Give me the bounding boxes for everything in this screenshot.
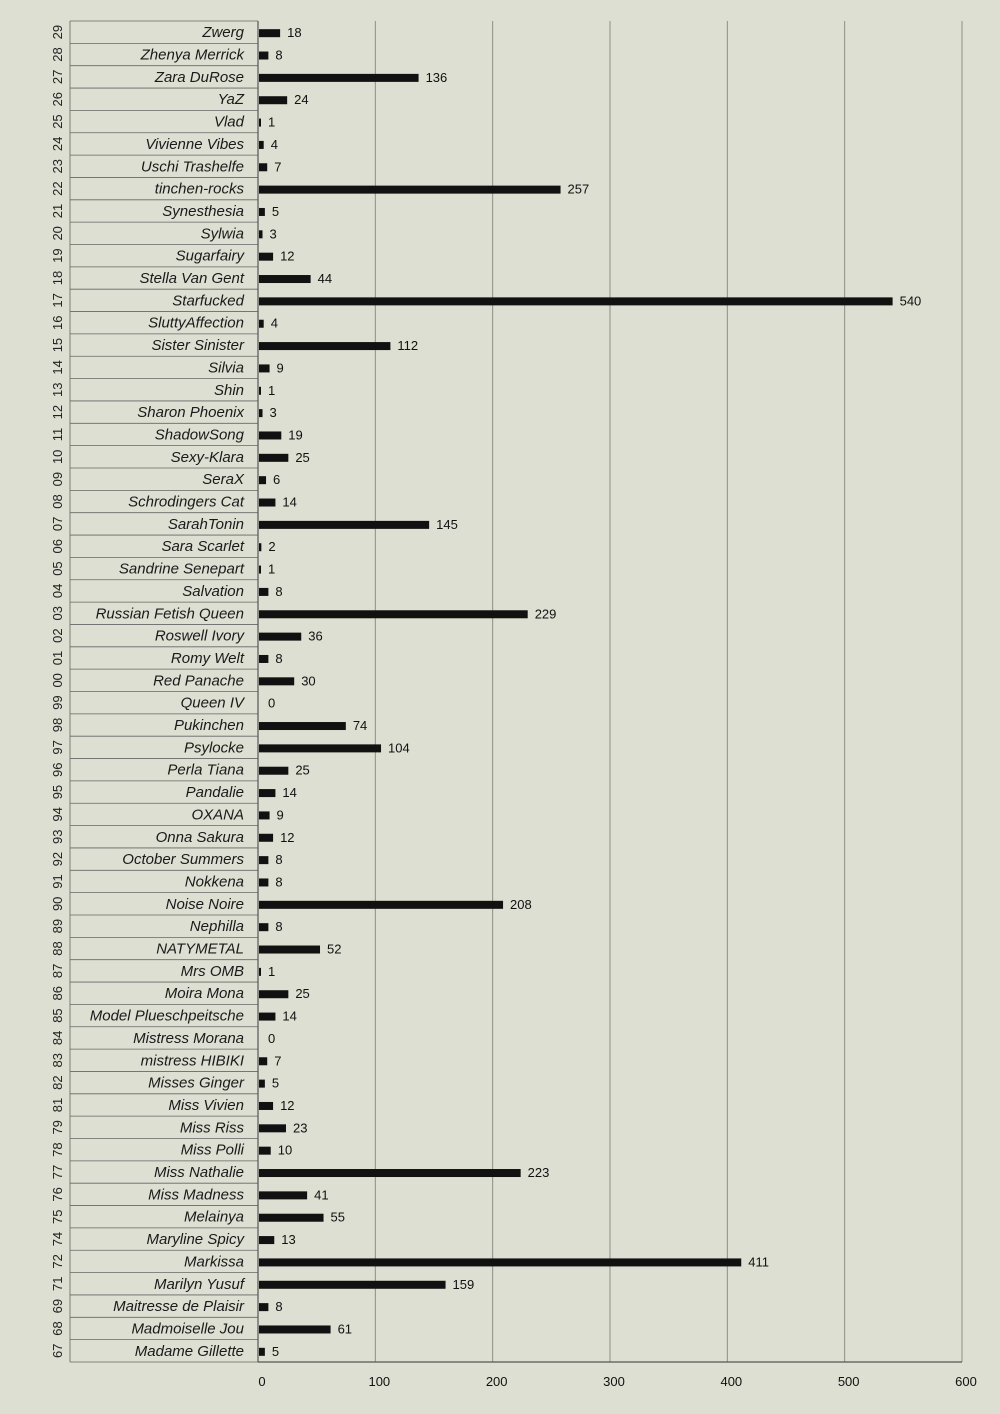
value-label: 159	[452, 1276, 475, 1292]
category-label: tinchen-rocks	[154, 180, 244, 198]
bar	[259, 834, 273, 842]
value-label: 25	[295, 449, 310, 465]
value-label: 1	[268, 963, 276, 979]
row-number: 01	[50, 650, 65, 666]
category-label: Markissa	[183, 1253, 244, 1271]
category-label: Zwerg	[202, 24, 244, 42]
row-number: 12	[50, 404, 65, 420]
bar	[259, 878, 268, 886]
category-label: Zara DuRose	[154, 68, 244, 86]
row-number: 77	[50, 1164, 65, 1180]
row-number: 68	[50, 1321, 65, 1336]
value-label: 8	[275, 852, 283, 868]
bar	[259, 990, 288, 998]
row-number: 14	[50, 360, 65, 375]
row-number: 90	[50, 896, 65, 912]
row-number: 88	[50, 941, 65, 956]
value-label: 4	[270, 315, 278, 331]
bar	[259, 119, 261, 127]
value-label: 5	[271, 203, 280, 219]
category-label: Silvia	[208, 359, 244, 377]
value-label: 14	[282, 1008, 297, 1024]
value-label: 136	[425, 69, 448, 85]
bar	[259, 655, 268, 663]
category-label: Sexy-Klara	[170, 448, 244, 466]
category-label: Maitresse de Plaisir	[113, 1298, 244, 1316]
value-label: 229	[534, 606, 557, 622]
value-label: 12	[280, 1097, 295, 1113]
bar	[259, 1124, 286, 1132]
value-label: 8	[275, 1299, 283, 1315]
value-label: 411	[748, 1254, 769, 1270]
category-label: Maryline Spicy	[146, 1231, 244, 1249]
category-label: Russian Fetish Queen	[95, 605, 244, 623]
bar	[259, 722, 346, 730]
value-label: 18	[287, 25, 302, 41]
bar	[259, 364, 270, 372]
bar	[259, 1348, 265, 1356]
category-label: Perla Tiana	[167, 761, 244, 779]
value-label: 9	[276, 360, 284, 376]
bar	[259, 1057, 267, 1065]
value-label: 61	[337, 1321, 353, 1337]
row-number: 98	[50, 717, 65, 733]
category-label: Nokkena	[184, 873, 244, 891]
value-label: 36	[308, 628, 323, 644]
bar	[259, 141, 264, 149]
row-number: 74	[50, 1231, 65, 1247]
bar	[259, 96, 287, 104]
value-label: 3	[269, 226, 277, 242]
value-labels	[268, 25, 921, 1359]
row-number: 91	[50, 874, 65, 889]
value-label: 24	[294, 92, 309, 108]
category-label: Sharon Phoenix	[137, 404, 244, 422]
row-number: 87	[50, 963, 65, 979]
category-labels	[90, 24, 246, 1360]
category-label: Madmoiselle Jou	[131, 1320, 244, 1338]
row-number: 15	[50, 337, 65, 353]
category-label: Onna Sakura	[155, 828, 244, 846]
value-label: 8	[275, 874, 283, 890]
row-number: 81	[50, 1097, 65, 1113]
row-number: 03	[50, 606, 65, 621]
row-number: 00	[50, 673, 65, 688]
category-label: Stella Van Gent	[139, 270, 244, 288]
value-label: 8	[275, 583, 283, 599]
value-label: 7	[274, 159, 282, 175]
bar	[259, 275, 311, 283]
value-label: 104	[388, 740, 410, 756]
row-number: 79	[50, 1120, 65, 1135]
category-label: Moira Mona	[164, 985, 244, 1003]
bar	[259, 767, 288, 775]
category-label: Sister Sinister	[151, 337, 244, 355]
value-label: 55	[330, 1209, 346, 1225]
category-label: mistress HIBIKI	[140, 1052, 244, 1070]
bar	[259, 253, 273, 261]
category-label: Uschi Trashelfe	[140, 158, 244, 176]
value-label: 13	[281, 1232, 296, 1248]
row-number: 89	[50, 918, 65, 934]
value-label: 7	[274, 1053, 282, 1069]
row-number: 16	[50, 315, 65, 330]
category-label: Zhenya Merrick	[140, 46, 244, 64]
value-label: 52	[327, 941, 342, 957]
value-label: 12	[280, 829, 295, 845]
row-number: 21	[50, 203, 65, 219]
category-label: Miss Riss	[179, 1119, 244, 1137]
row-number: 23	[50, 159, 65, 174]
category-label: Synesthesia	[162, 202, 244, 220]
bar	[259, 499, 275, 507]
grid-lines	[70, 21, 962, 1362]
x-tick-label: 500	[837, 1374, 860, 1389]
row-number: 06	[50, 538, 65, 554]
x-tick-label: 400	[720, 1374, 743, 1389]
x-tick-label: 200	[485, 1374, 508, 1389]
category-label: YaZ	[217, 91, 244, 109]
bar	[259, 633, 301, 641]
category-label: Noise Noire	[165, 895, 244, 913]
bar	[259, 409, 263, 417]
value-label: 14	[282, 785, 297, 801]
bar	[259, 163, 267, 171]
value-label: 41	[314, 1187, 329, 1203]
x-axis-ticks	[258, 1374, 976, 1389]
row-number: 05	[50, 561, 65, 576]
bar	[259, 856, 268, 864]
row-number: 93	[50, 829, 65, 845]
value-label: 0	[268, 1030, 276, 1046]
row-number: 85	[50, 1008, 65, 1023]
category-label: Miss Nathalie	[153, 1164, 244, 1182]
value-label: 9	[276, 807, 284, 823]
bar	[259, 186, 561, 194]
category-label: Nephilla	[189, 918, 244, 936]
category-label: Pukinchen	[173, 717, 244, 735]
category-label: SarahTonin	[167, 515, 244, 533]
category-label: Mrs OMB	[180, 962, 244, 980]
bar	[259, 566, 261, 574]
bar	[259, 588, 268, 596]
bar	[259, 1258, 741, 1266]
bar	[259, 74, 419, 82]
category-label: Schrodingers Cat	[128, 493, 244, 511]
category-label: Sugarfairy	[175, 247, 244, 265]
bar	[259, 1147, 271, 1155]
bar	[259, 543, 261, 551]
bar	[259, 431, 281, 439]
bar	[259, 1325, 331, 1333]
category-label: Model Plueschpeitsche	[89, 1007, 244, 1025]
category-label: Miss Polli	[180, 1141, 244, 1159]
value-label: 112	[397, 338, 419, 354]
category-label: Shin	[213, 381, 244, 399]
value-label: 44	[317, 271, 333, 287]
value-label: 145	[436, 516, 458, 532]
row-number: 20	[50, 226, 65, 241]
category-label: Psylocke	[183, 739, 244, 757]
row-number: 76	[50, 1187, 65, 1202]
value-label: 1	[268, 114, 276, 130]
bar	[259, 901, 503, 909]
bar	[259, 297, 893, 305]
bar	[259, 610, 528, 618]
bar	[259, 320, 264, 328]
bar	[259, 1214, 324, 1222]
value-label: 1	[268, 561, 276, 577]
bar	[259, 968, 261, 976]
category-label: Miss Madness	[148, 1186, 244, 1204]
category-label: Starfucked	[172, 292, 244, 310]
category-label: Sylwia	[200, 225, 244, 243]
x-tick-label: 0	[258, 1374, 266, 1389]
value-label: 8	[275, 919, 283, 935]
bar	[259, 521, 429, 529]
row-number: 25	[50, 114, 65, 129]
value-label: 4	[270, 136, 278, 152]
value-label: 208	[510, 896, 532, 912]
bar	[259, 1191, 307, 1199]
value-label: 5	[271, 1343, 280, 1359]
value-label: 14	[282, 494, 297, 510]
row-number: 83	[50, 1053, 65, 1068]
value-label: 257	[567, 181, 590, 197]
row-number: 19	[50, 248, 65, 263]
value-label: 0	[268, 695, 276, 711]
row-number: 99	[50, 695, 65, 710]
value-label: 8	[275, 650, 283, 666]
row-number: 09	[50, 471, 65, 487]
value-label: 540	[899, 293, 922, 309]
row-number: 17	[50, 293, 65, 308]
value-label: 23	[292, 1120, 308, 1136]
bar	[259, 1080, 265, 1088]
row-number: 27	[50, 69, 65, 85]
row-number: 26	[50, 91, 65, 107]
category-label: Pandalie	[185, 784, 244, 802]
row-number: 78	[50, 1142, 65, 1157]
x-tick-label: 300	[603, 1374, 625, 1389]
value-label: 19	[288, 427, 303, 443]
row-number: 84	[50, 1030, 65, 1046]
category-label: Marilyn Yusuf	[153, 1275, 244, 1293]
value-label: 5	[271, 1075, 280, 1091]
category-label: Queen IV	[180, 694, 244, 712]
value-label: 12	[280, 248, 295, 264]
row-number: 96	[50, 762, 65, 777]
row-number: 13	[50, 382, 65, 398]
row-number: 29	[50, 24, 65, 40]
category-label: ShadowSong	[154, 426, 244, 444]
row-number: 82	[50, 1075, 65, 1090]
category-label: Roswell Ivory	[154, 627, 244, 645]
row-number: 75	[50, 1209, 65, 1224]
value-label: 10	[277, 1142, 293, 1158]
row-number: 69	[50, 1298, 65, 1314]
category-label: Vlad	[213, 113, 244, 131]
row-number: 95	[50, 784, 65, 800]
bar	[259, 1303, 268, 1311]
category-label: OXANA	[191, 806, 244, 824]
x-tick-label: 600	[955, 1374, 977, 1389]
x-tick-label: 100	[368, 1374, 391, 1389]
category-label: Melainya	[183, 1208, 244, 1226]
bar	[259, 1236, 274, 1244]
bar	[259, 811, 270, 819]
bar	[259, 1013, 275, 1021]
row-numbers	[50, 25, 65, 1358]
bar	[259, 744, 381, 752]
bar	[259, 387, 261, 395]
row-number: 71	[50, 1276, 65, 1292]
row-number: 94	[50, 807, 65, 822]
value-label: 3	[269, 405, 277, 421]
category-label: Misses Ginger	[148, 1074, 244, 1092]
category-label: Madame Gillette	[134, 1342, 244, 1360]
category-label: October Summers	[122, 851, 244, 869]
row-number: 86	[50, 985, 65, 1001]
bar	[259, 208, 265, 216]
row-number: 67	[50, 1343, 65, 1359]
value-label: 1	[268, 382, 276, 398]
bar	[259, 230, 263, 238]
bar	[259, 454, 288, 462]
value-label: 6	[273, 472, 281, 488]
row-number: 92	[50, 851, 65, 867]
row-number: 07	[50, 516, 65, 532]
category-label: NATYMETAL	[156, 940, 244, 958]
value-label: 8	[275, 47, 283, 63]
row-number: 02	[50, 628, 65, 643]
row-number: 72	[50, 1254, 65, 1269]
bar	[259, 52, 268, 60]
category-label: Mistress Morana	[133, 1029, 244, 1047]
category-label: Vivienne Vibes	[145, 135, 244, 153]
category-label: Romy Welt	[170, 649, 244, 667]
value-label: 74	[352, 718, 368, 734]
row-number: 97	[50, 740, 65, 755]
bar	[259, 342, 390, 350]
value-label: 223	[527, 1165, 550, 1181]
category-label: SeraX	[202, 471, 244, 489]
row-number: 10	[50, 449, 65, 465]
category-label: Red Panache	[153, 672, 244, 690]
category-label: Salvation	[182, 582, 244, 600]
bar	[259, 29, 280, 37]
row-number: 24	[50, 136, 65, 152]
row-number: 28	[50, 47, 65, 62]
bar	[259, 923, 268, 931]
category-label: Sandrine Senepart	[118, 560, 244, 578]
bar	[259, 1281, 446, 1289]
category-label: Miss Vivien	[168, 1096, 244, 1114]
value-label: 25	[295, 986, 310, 1002]
row-number: 18	[50, 270, 65, 286]
value-label: 25	[295, 762, 310, 778]
bar	[259, 1102, 273, 1110]
row-number: 11	[50, 427, 65, 442]
bar	[259, 1169, 521, 1177]
bar	[259, 946, 320, 954]
category-label: SluttyAffection	[148, 314, 244, 332]
category-label: Sara Scarlet	[161, 538, 244, 556]
bar	[259, 677, 294, 685]
bar	[259, 789, 275, 797]
value-label: 30	[301, 673, 316, 689]
row-number: 04	[50, 583, 65, 599]
row-number: 22	[50, 181, 65, 196]
row-number: 08	[50, 494, 65, 509]
bar	[259, 476, 266, 484]
value-label: 2	[268, 539, 276, 555]
bars	[259, 29, 893, 1356]
